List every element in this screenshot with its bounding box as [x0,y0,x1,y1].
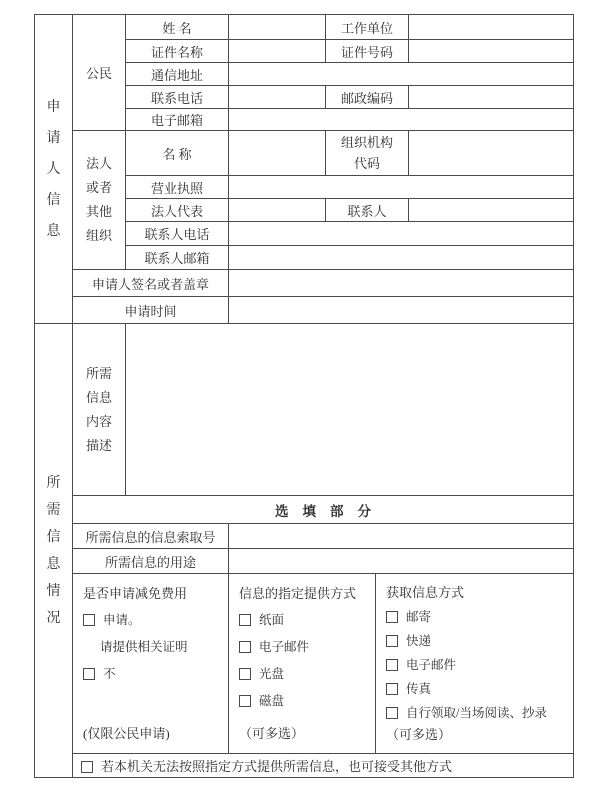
postal-code-value-cell[interactable] [409,86,574,109]
obtain-option-email[interactable] [386,653,569,677]
contact-email-value-cell[interactable] [229,246,574,270]
name-label: 姓 名 [126,15,229,40]
legal-representative-label: 法人代表 [126,199,229,222]
fee-waiver-no-checkbox[interactable] [83,668,95,680]
business-license-value-cell[interactable] [229,176,574,199]
fee-waiver-apply-label: 申请。 [103,613,141,627]
provide-method-footnote: （可多选） [239,726,305,741]
org-name-value-cell[interactable] [229,131,326,176]
fee-waiver-apply-checkbox[interactable] [83,614,95,626]
provide-disk-label: 磁盘 [259,694,285,708]
org-code-label-cell [326,131,409,176]
name-value-cell[interactable] [229,15,326,40]
obtain-method-footnote: （可多选） [386,727,452,742]
address-value-cell[interactable] [229,63,574,86]
obtain-option-mail[interactable] [386,605,569,629]
obtain-mail-label: 邮寄 [406,610,432,624]
contact-person-value-cell[interactable] [409,199,574,222]
obtain-mail-checkbox[interactable] [386,611,398,623]
phone-value-cell[interactable] [229,86,326,109]
organization-group-label: 法人或者其他组织 [85,156,112,243]
obtain-option-self-pickup[interactable] [386,701,569,725]
request-section-label-cell [35,324,73,778]
obtain-option-express[interactable] [386,629,569,653]
apply-time-label: 申请时间 [73,297,229,324]
org-name-label: 名 称 [126,131,229,176]
id-number-value-cell[interactable] [409,40,574,63]
business-license-label: 营业执照 [126,176,229,199]
description-label: 所需信息内容描述 [85,365,112,453]
provide-cd-label: 光盘 [259,667,285,681]
obtain-option-fax[interactable] [386,677,569,701]
other-method-note: 若本机关无法按照指定方式提供所需信息，也可接受其他方式 [101,759,453,774]
id-number-label: 证件号码 [326,40,409,63]
signature-value-cell[interactable] [229,270,574,297]
provide-email-label: 电子邮件 [259,640,310,654]
organization-group-label-cell [73,131,126,270]
org-code-value-cell[interactable] [409,131,574,176]
optional-section-header: 选填部分 [73,496,574,524]
obtain-express-label: 快递 [406,634,432,648]
applicant-section-label-cell [35,15,73,324]
contact-email-label: 联系人邮箱 [126,246,229,270]
email-value-cell[interactable] [229,109,574,131]
obtain-self-pickup-checkbox[interactable] [386,707,398,719]
fee-waiver-no-label: 不 [103,667,116,681]
obtain-method-title: 获取信息方式 [386,585,465,600]
provide-paper-label: 纸面 [259,613,285,627]
id-type-label: 证件名称 [126,40,229,63]
work-unit-label: 工作单位 [326,15,409,40]
legal-representative-value-cell[interactable] [229,199,326,222]
info-index-label: 所需信息的信息索取号 [73,524,229,549]
contact-phone-value-cell[interactable] [229,222,574,246]
provide-option-email[interactable] [239,634,371,661]
contact-person-label: 联系人 [326,199,409,222]
fee-waiver-option-no[interactable] [83,661,224,688]
info-purpose-label: 所需信息的用途 [73,549,229,574]
phone-label: 联系电话 [126,86,229,109]
applicant-section-label: 申请人信息 [46,99,61,239]
obtain-fax-checkbox[interactable] [386,683,398,695]
postal-code-label: 邮政编码 [326,86,409,109]
id-type-value-cell[interactable] [229,40,326,63]
fee-waiver-option-apply[interactable] [83,607,224,634]
info-purpose-value-cell[interactable] [229,549,574,574]
fee-waiver-proof-note: 请提供相关证明 [100,640,188,654]
address-label: 通信地址 [126,63,229,86]
request-section-label: 所需信息情况 [46,475,61,626]
other-method-checkbox[interactable] [81,761,93,773]
provide-disk-checkbox[interactable] [239,695,251,707]
description-value-cell[interactable] [126,324,574,496]
work-unit-value-cell[interactable] [409,15,574,40]
description-label-cell [73,324,126,496]
fee-waiver-cell [73,574,229,754]
provide-method-title: 信息的指定提供方式 [239,586,357,601]
obtain-email-checkbox[interactable] [386,659,398,671]
signature-label: 申请人签名或者盖章 [73,270,229,297]
obtain-express-checkbox[interactable] [386,635,398,647]
provide-cd-checkbox[interactable] [239,668,251,680]
provide-option-disk[interactable] [239,688,371,715]
info-index-value-cell[interactable] [229,524,574,549]
email-label: 电子邮箱 [126,109,229,131]
application-form-table [34,14,574,778]
provide-method-cell [229,574,376,754]
other-method-row[interactable] [73,754,574,778]
contact-phone-label: 联系人电话 [126,222,229,246]
fee-waiver-footnote: (仅限公民申请) [83,726,170,741]
citizen-group-label-cell [73,15,126,131]
provide-option-paper[interactable] [239,607,371,634]
provide-paper-checkbox[interactable] [239,614,251,626]
obtain-self-pickup-label: 自行领取/当场阅读、抄录 [406,706,547,720]
citizen-group-label: 公民 [85,66,112,81]
obtain-method-cell [376,574,574,754]
obtain-fax-label: 传真 [406,682,432,696]
obtain-email-label: 电子邮件 [406,658,457,672]
fee-waiver-title: 是否申请减免费用 [83,586,188,601]
apply-time-value-cell[interactable] [229,297,574,324]
provide-option-cd[interactable] [239,661,371,688]
provide-email-checkbox[interactable] [239,641,251,653]
org-code-label: 组织机构代码 [340,135,393,171]
